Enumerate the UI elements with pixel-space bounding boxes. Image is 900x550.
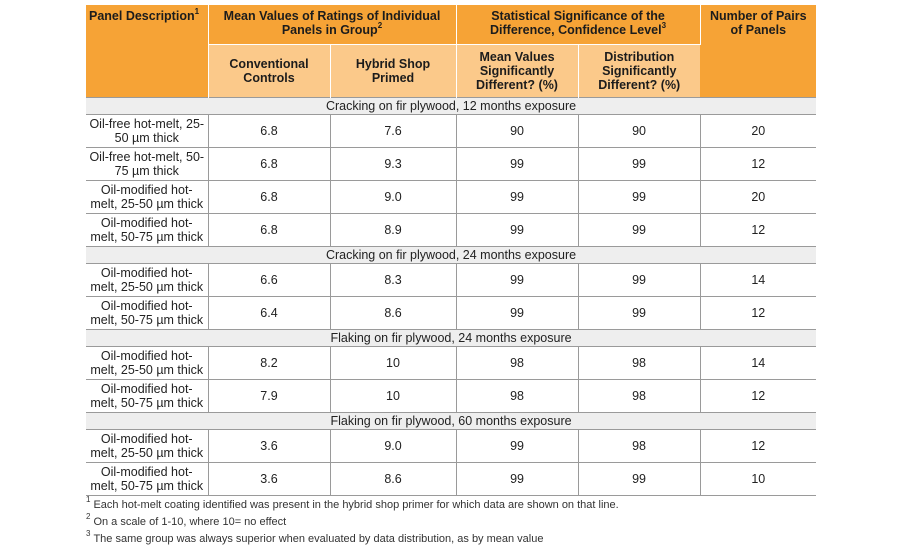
footnote-mark: 1 bbox=[86, 495, 91, 505]
cell-pairs: 12 bbox=[700, 214, 816, 247]
coating-ratings-table bbox=[86, 5, 816, 496]
cell-panel-description: Oil-modified hot-melt, 25-50 µm thick bbox=[86, 181, 208, 214]
cell-pairs: 14 bbox=[700, 264, 816, 297]
cell-hybrid: 8.9 bbox=[330, 214, 456, 247]
cell-mean-significant: 98 bbox=[456, 347, 578, 380]
cell-mean-significant: 90 bbox=[456, 115, 578, 148]
cell-mean-significant: 99 bbox=[456, 463, 578, 496]
table-row bbox=[86, 115, 816, 148]
cell-conventional: 6.6 bbox=[208, 264, 330, 297]
cell-panel-description: Oil-modified hot-melt, 50-75 µm thick bbox=[86, 297, 208, 330]
cell-conventional: 6.8 bbox=[208, 181, 330, 214]
table-row bbox=[86, 463, 816, 496]
table-row bbox=[86, 214, 816, 247]
cell-hybrid: 10 bbox=[330, 380, 456, 413]
header-mean-significant: Mean Values Significantly Different? (%) bbox=[456, 45, 578, 98]
cell-conventional: 6.4 bbox=[208, 297, 330, 330]
cell-mean-significant: 99 bbox=[456, 430, 578, 463]
cell-hybrid: 8.6 bbox=[330, 463, 456, 496]
cell-pairs: 12 bbox=[700, 148, 816, 181]
cell-panel-description: Oil-free hot-melt, 25-50 µm thick bbox=[86, 115, 208, 148]
cell-pairs: 12 bbox=[700, 297, 816, 330]
footnote bbox=[86, 531, 816, 548]
header-row-top bbox=[86, 5, 816, 45]
table-row bbox=[86, 380, 816, 413]
table-row bbox=[86, 297, 816, 330]
cell-distribution-significant: 99 bbox=[578, 297, 700, 330]
section-header-row bbox=[86, 98, 816, 115]
cell-hybrid: 9.0 bbox=[330, 430, 456, 463]
cell-hybrid: 8.6 bbox=[330, 297, 456, 330]
cell-distribution-significant: 99 bbox=[578, 148, 700, 181]
cell-hybrid: 8.3 bbox=[330, 264, 456, 297]
section-title: Flaking on fir plywood, 24 months exposure bbox=[86, 330, 816, 347]
cell-distribution-significant: 99 bbox=[578, 181, 700, 214]
cell-pairs: 20 bbox=[700, 181, 816, 214]
footnote-mark: 2 bbox=[86, 512, 91, 522]
cell-conventional: 6.8 bbox=[208, 115, 330, 148]
cell-conventional: 6.8 bbox=[208, 148, 330, 181]
table-row bbox=[86, 148, 816, 181]
cell-distribution-significant: 98 bbox=[578, 380, 700, 413]
cell-conventional: 6.8 bbox=[208, 214, 330, 247]
cell-panel-description: Oil-modified hot-melt, 50-75 µm thick bbox=[86, 214, 208, 247]
footnote-text: On a scale of 1-10, where 10= no effect bbox=[93, 516, 287, 528]
cell-distribution-significant: 99 bbox=[578, 214, 700, 247]
cell-distribution-significant: 90 bbox=[578, 115, 700, 148]
footnotes bbox=[86, 497, 816, 548]
cell-panel-description: Oil-free hot-melt, 50-75 µm thick bbox=[86, 148, 208, 181]
header-number-of-pairs: Number of Pairs of Panels bbox=[700, 5, 816, 98]
cell-conventional: 3.6 bbox=[208, 463, 330, 496]
section-title: Cracking on fir plywood, 24 months exposure bbox=[86, 247, 816, 264]
header-hybrid-shop-primed: Hybrid Shop Primed bbox=[330, 45, 456, 98]
table-row bbox=[86, 430, 816, 463]
table-row bbox=[86, 264, 816, 297]
footnote-text: The same group was always superior when evaluated by data distribution, as by mean value bbox=[93, 533, 544, 545]
cell-mean-significant: 99 bbox=[456, 264, 578, 297]
cell-pairs: 12 bbox=[700, 430, 816, 463]
cell-hybrid: 9.3 bbox=[330, 148, 456, 181]
header-distribution-significant: Distribution Significantly Different? (%) bbox=[578, 45, 700, 98]
table-body bbox=[86, 98, 816, 496]
cell-pairs: 12 bbox=[700, 380, 816, 413]
footnote-mark: 3 bbox=[86, 529, 91, 539]
cell-panel-description: Oil-modified hot-melt, 50-75 µm thick bbox=[86, 463, 208, 496]
cell-panel-description: Oil-modified hot-melt, 25-50 µm thick bbox=[86, 347, 208, 380]
header-mean-values: Mean Values of Ratings of Individual Panels in Group$^2$ bbox=[208, 5, 456, 45]
cell-mean-significant: 99 bbox=[456, 148, 578, 181]
cell-distribution-significant: 99 bbox=[578, 463, 700, 496]
cell-mean-significant: 99 bbox=[456, 181, 578, 214]
section-title: Flaking on fir plywood, 60 months exposure bbox=[86, 413, 816, 430]
section-header-row bbox=[86, 330, 816, 347]
cell-panel-description: Oil-modified hot-melt, 25-50 µm thick bbox=[86, 264, 208, 297]
cell-pairs: 20 bbox=[700, 115, 816, 148]
table-row bbox=[86, 347, 816, 380]
section-header-row bbox=[86, 413, 816, 430]
header-statistical-significance: Statistical Significance of the Difference, Confidence Level$^3$ bbox=[456, 5, 700, 45]
cell-distribution-significant: 98 bbox=[578, 430, 700, 463]
cell-pairs: 10 bbox=[700, 463, 816, 496]
header-panel-description: Panel Description$^1$ bbox=[86, 5, 208, 98]
cell-distribution-significant: 98 bbox=[578, 347, 700, 380]
cell-distribution-significant: 99 bbox=[578, 264, 700, 297]
footnote-text: Each hot-melt coating identified was present in the hybrid shop primer for which data are shown on that line. bbox=[93, 499, 619, 511]
data-table-container bbox=[86, 5, 816, 496]
cell-mean-significant: 98 bbox=[456, 380, 578, 413]
section-title: Cracking on fir plywood, 12 months exposure bbox=[86, 98, 816, 115]
cell-pairs: 14 bbox=[700, 347, 816, 380]
cell-hybrid: 7.6 bbox=[330, 115, 456, 148]
section-header-row bbox=[86, 247, 816, 264]
cell-hybrid: 10 bbox=[330, 347, 456, 380]
cell-hybrid: 9.0 bbox=[330, 181, 456, 214]
header-conventional-controls: Conventional Controls bbox=[208, 45, 330, 98]
cell-conventional: 8.2 bbox=[208, 347, 330, 380]
cell-panel-description: Oil-modified hot-melt, 25-50 µm thick bbox=[86, 430, 208, 463]
cell-conventional: 7.9 bbox=[208, 380, 330, 413]
table-row bbox=[86, 181, 816, 214]
footnote bbox=[86, 514, 816, 531]
cell-conventional: 3.6 bbox=[208, 430, 330, 463]
footnote bbox=[86, 497, 816, 514]
cell-mean-significant: 99 bbox=[456, 297, 578, 330]
cell-panel-description: Oil-modified hot-melt, 50-75 µm thick bbox=[86, 380, 208, 413]
cell-mean-significant: 99 bbox=[456, 214, 578, 247]
